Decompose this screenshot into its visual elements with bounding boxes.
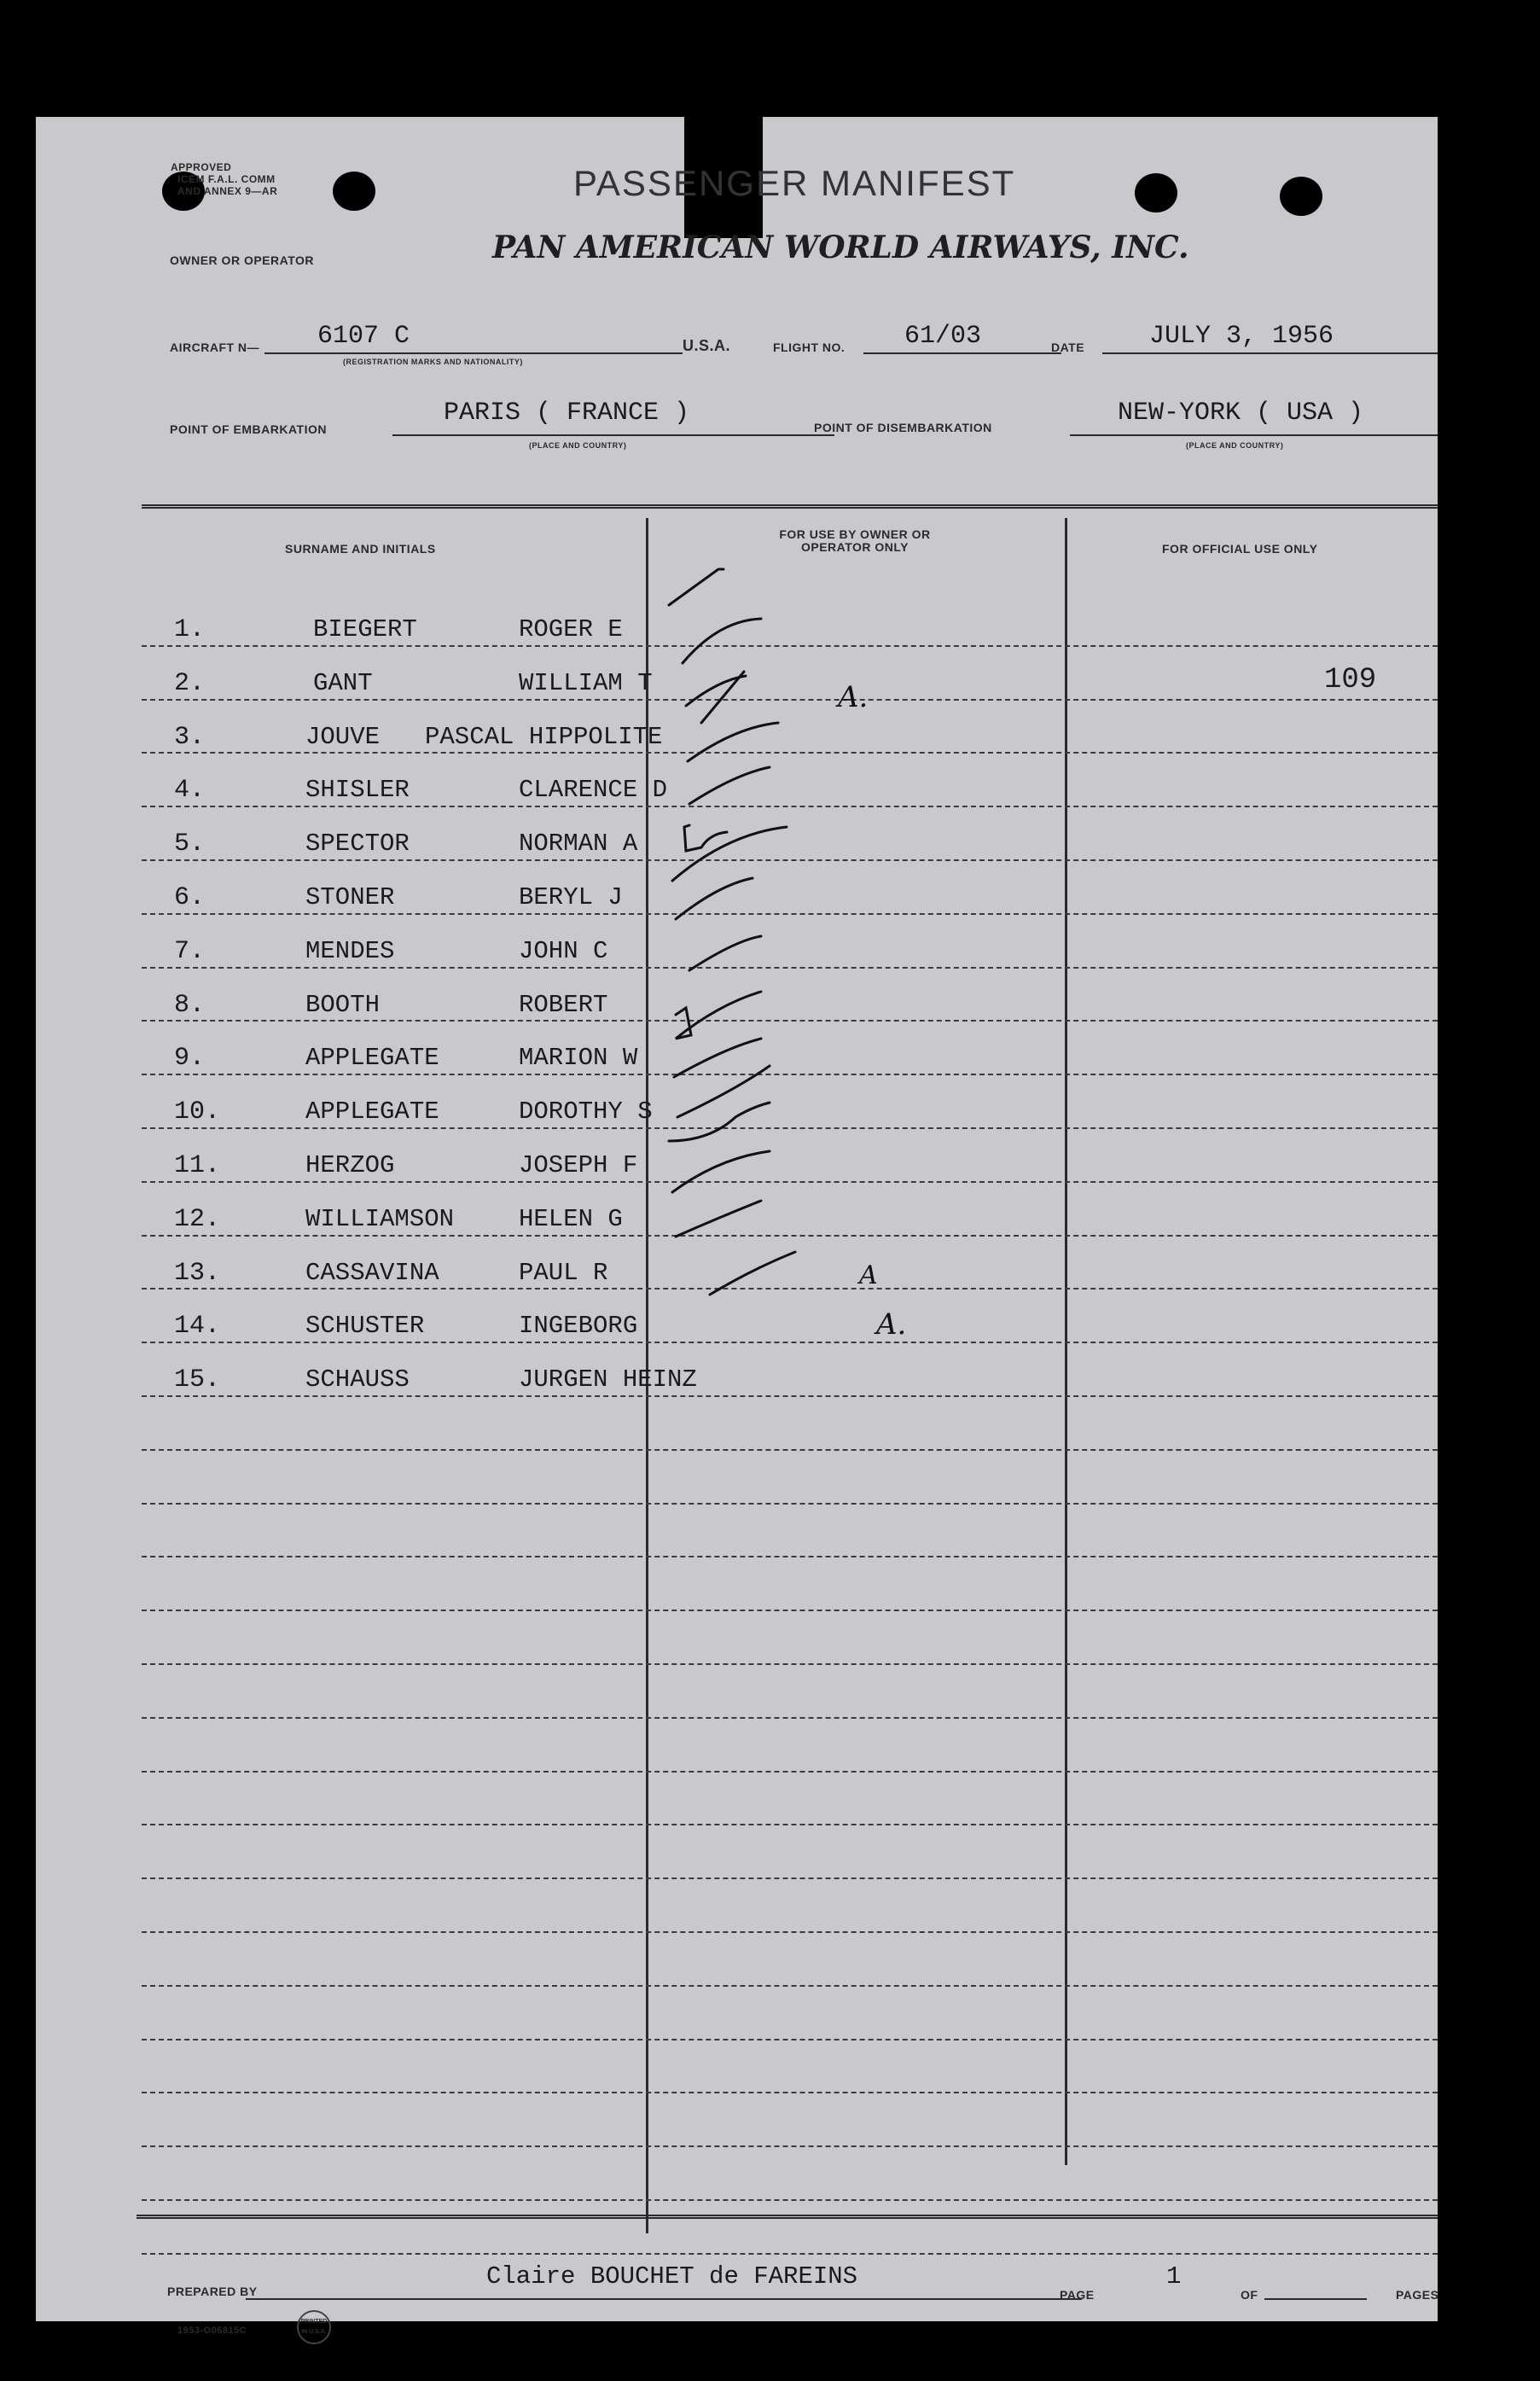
punch-hole	[1135, 173, 1177, 212]
usa-label: U.S.A.	[683, 337, 731, 354]
row-number: 2.	[174, 669, 206, 698]
passenger-given-names: ROGER E	[519, 615, 623, 643]
approved-stamp-line: ICEM F.A.L. COMM	[177, 173, 276, 185]
row-rule	[142, 1663, 1438, 1665]
aircraft-value: 6107 C	[317, 322, 410, 351]
disembarkation-label: POINT OF DISEMBARKATION	[814, 421, 992, 434]
passenger-surname: SHISLER	[305, 776, 410, 804]
embarkation-value: PARIS ( FRANCE )	[444, 399, 690, 428]
passenger-given-names: JOSEPH F	[519, 1151, 638, 1179]
handwritten-checkmarks	[650, 544, 991, 1482]
col-header-surname: SURNAME AND INITIALS	[285, 542, 436, 556]
passenger-given-names: JOHN C	[519, 937, 608, 965]
handwritten-mark: A	[859, 1260, 878, 1290]
manifest-sheet	[36, 117, 1439, 2336]
approved-stamp-line: AND ANNEX 9—AR	[177, 185, 278, 197]
passenger-surname: APPLEGATE	[305, 1044, 439, 1072]
passenger-surname: APPLEGATE	[305, 1097, 439, 1126]
registration-caption: (REGISTRATION MARKS AND NATIONALITY)	[343, 358, 523, 366]
row-rule	[142, 2039, 1438, 2040]
passenger-given-names: INGEBORG	[519, 1312, 638, 1340]
row-number: 7.	[174, 937, 206, 966]
row-rule	[142, 1931, 1438, 1933]
row-rule	[142, 1877, 1438, 1879]
row-number: 13.	[174, 1259, 221, 1288]
approved-stamp-line: APPROVED	[171, 161, 232, 173]
row-number: 4.	[174, 776, 206, 805]
passenger-given-names: PASCAL HIPPOLITE	[425, 723, 663, 751]
passenger-surname: GANT	[313, 669, 373, 697]
row-number: 6.	[174, 883, 206, 912]
col-header-official: FOR OFFICIAL USE ONLY	[1162, 542, 1318, 556]
table-top-rule	[142, 504, 1438, 509]
page-title: PASSENGER MANIFEST	[573, 163, 1016, 203]
punch-hole	[1280, 177, 1322, 216]
prepared-by-label: PREPARED BY	[167, 2285, 258, 2298]
page-number: 1	[1166, 2262, 1182, 2291]
of-label: OF	[1241, 2288, 1258, 2302]
passenger-surname: WILLIAMSON	[305, 1205, 455, 1233]
passenger-given-names: PAUL R	[519, 1259, 608, 1287]
row-rule	[142, 2145, 1438, 2147]
date-label: DATE	[1051, 341, 1085, 354]
row-rule	[142, 2092, 1438, 2093]
passenger-given-names: MARION W	[519, 1044, 638, 1072]
owner-label: OWNER OR OPERATOR	[170, 253, 314, 267]
prepared-by-value: Claire BOUCHET de FAREINS	[486, 2262, 858, 2291]
passenger-surname: CASSAVINA	[305, 1259, 439, 1287]
row-number: 1.	[174, 615, 206, 644]
operator-name: PAN AMERICAN WORLD AIRWAYS, INC.	[492, 230, 1189, 265]
row-number: 3.	[174, 723, 206, 752]
passenger-surname: BOOTH	[305, 991, 381, 1019]
passenger-surname: SCHUSTER	[305, 1312, 425, 1340]
row-rule	[142, 1610, 1438, 1611]
disembarkation-caption: (PLACE AND COUNTRY)	[1186, 441, 1284, 450]
flight-number: 61/03	[904, 322, 982, 351]
passenger-given-names: CLARENCE D	[519, 776, 668, 804]
row-rule	[142, 1556, 1438, 1557]
row-rule	[142, 1985, 1438, 1987]
passenger-given-names: NORMAN A	[519, 830, 638, 858]
row-rule	[142, 1503, 1438, 1505]
row-rule	[142, 2253, 1438, 2255]
official-use-entry: 109	[1324, 664, 1377, 696]
row-rule	[142, 2199, 1438, 2201]
row-number: 12.	[174, 1205, 221, 1234]
passenger-surname: HERZOG	[305, 1151, 395, 1179]
flight-date: JULY 3, 1956	[1149, 322, 1334, 351]
row-number: 8.	[174, 991, 206, 1020]
embarkation-label: POINT OF EMBARKATION	[170, 422, 327, 436]
passenger-surname: SPECTOR	[305, 830, 410, 858]
embarkation-caption: (PLACE AND COUNTRY)	[529, 441, 627, 450]
row-number: 15.	[174, 1365, 221, 1394]
row-rule	[142, 1771, 1438, 1773]
passenger-given-names: JURGEN HEINZ	[519, 1365, 697, 1394]
handwritten-mark: A.	[838, 680, 869, 714]
passenger-surname: JOUVE	[305, 723, 381, 751]
passenger-surname: BIEGERT	[313, 615, 417, 643]
handwritten-mark: A.	[876, 1307, 907, 1342]
col-header-owner-use: FOR USE BY OWNER OR OPERATOR ONLY	[779, 527, 931, 554]
printing-stamp: PRINTED IN U.S.A.	[297, 2310, 331, 2344]
row-rule	[142, 1717, 1438, 1719]
aircraft-label: AIRCRAFT N—	[170, 341, 260, 354]
row-number: 14.	[174, 1312, 221, 1341]
disembarkation-value: NEW-YORK ( USA )	[1118, 399, 1364, 428]
pages-label: PAGES	[1396, 2288, 1439, 2302]
passenger-surname: STONER	[305, 883, 395, 911]
passenger-given-names: BERYL J	[519, 883, 623, 911]
passenger-surname: SCHAUSS	[305, 1365, 410, 1394]
passenger-given-names: HELEN G	[519, 1205, 623, 1233]
flight-label: FLIGHT NO.	[773, 341, 846, 354]
passenger-given-names: ROBERT	[519, 991, 608, 1019]
table-bottom-rule	[137, 2215, 1438, 2219]
row-number: 10.	[174, 1097, 221, 1126]
row-number: 5.	[174, 830, 206, 859]
passenger-given-names: WILLIAM T	[519, 669, 653, 697]
row-rule	[142, 1824, 1438, 1825]
row-number: 11.	[174, 1151, 221, 1180]
passenger-given-names: DOROTHY S	[519, 1097, 653, 1126]
page-label: PAGE	[1060, 2288, 1095, 2302]
punch-hole	[333, 172, 375, 211]
passenger-surname: MENDES	[305, 937, 395, 965]
form-code: 1953-O06815C	[177, 2326, 247, 2336]
row-number: 9.	[174, 1044, 206, 1073]
